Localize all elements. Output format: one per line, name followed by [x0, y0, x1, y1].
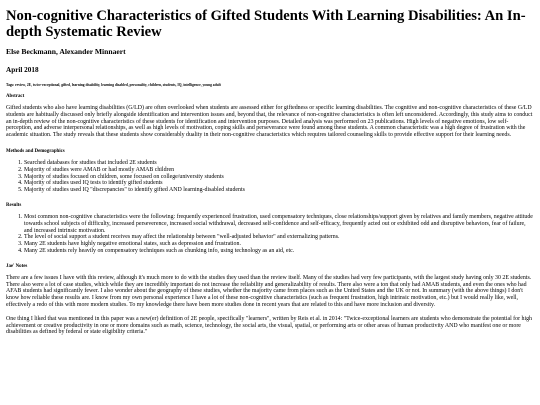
- list-item: 3. Many 2E students have highly negative emotional states, such as depression and frustration.: [24, 241, 534, 248]
- notes-heading: Jae' Notes: [6, 263, 28, 269]
- abstract-heading: Abstract: [6, 94, 25, 99]
- document-title: Non-cognitive Characteristics of Gifted Students With Learning Disabilities: An In-depth Systematic Review: [6, 8, 526, 40]
- list-item: 4. Many 2E students rely heavily on compensatory techniques such as chunking info, using technology as an aid, etc.: [24, 248, 534, 255]
- authors: Else Beckmann, Alexander Minnaert: [6, 47, 126, 56]
- abstract-text: Gifted students who also have learning disabilities (G/LD) are often overlooked when students are assessed either for giftedness or specific learning disabilities. The cognitive and non-cognitive characteristics of these G/LD students are habitually discussed only briefly alongside identification and intervention issues and, beyond that, the relevance of non-cognitive characteristics is often left unconsidered. Accordingly, this study aims to conduct an in-depth review of the non-cognitive characteristics of these students for identification and intervention purposes. Detailed analysis was performed on 23 publications. High levels of negative emotions, low self-perception, and adverse interpersonal relationships, as well as high levels of motivation, coping skills and perseverance were found among these students. A common characteristic was a high degree of frustration with the academic situation. The study reveals that these students show considerably duality in their non-cognitive characteristics which requires tailored counseling skills to provide effective support for their learning needs.: [6, 105, 533, 139]
- list-item: 2. Majority of studies were AMAB or had mostly AMAB children: [24, 167, 534, 174]
- list-item: 5. Majority of studies used IQ "discrepancies" to identify gifted AND learning-disabled students: [24, 187, 534, 194]
- methods-heading: Methods and Demographics: [6, 148, 65, 154]
- list-item: 3. Majority of studies focused on children, some focused on college/university students: [24, 174, 534, 181]
- publication-date: April 2018: [6, 66, 39, 74]
- list-item: 2. The level of social support a student receives may affect the relationship between "well-adjusted behavior" and externalizing patterns.: [24, 234, 534, 241]
- list-item: 1. Searched databases for studies that included 2E students: [24, 160, 534, 167]
- results-list: [6, 214, 534, 255]
- tags-line: Tags: review, 2E, twice-exceptional, gifted, learning disability, learning disabled, personality, children, students, IQ, intelligence, young adult: [6, 83, 221, 87]
- notes-paragraph: There are a few issues I have with this review, although it's much more to do with the studies they used than the review itself. Many of the studies had very few participants, with the largest study having only 30 2E students. There also were a lot of case studies, which while they are incredibly important do not increase the reliability and generalizability of results. There also were a ton that only had AMAB students, and even the ones who had AFAB students had significantly fewer. I also wonder about the geography of these studies, whether the majority came from places such as the United States and the UK or not. In summary (with the above things) I don't know how reliable these results are. I know from my own personal experience I have a lot of these non-cognitive characteristics (such as frequent frustration, high intrinsic motivation, etc.) but I would really like, well, effectively a redo of this with more modern studies. To my knowledge there have been more studies done in recent years that are related to this and have more inclusion and diversity.: [6, 274, 532, 308]
- list-item: 1. Most common non-cognitive characteristics were the following: frequently experienced frustration, used compensatory techniques, close relationships/support given by relatives and family members, negative attitude towards school subjects of difficulty, increased perseverence, increased social withdrawal, decreased self-confidence and self-efficacy, frequently acted out or exhibited odd and disruptive behaviors, fear of failure, and increased intrinsic motivation.: [24, 214, 534, 234]
- results-heading: Results: [6, 202, 22, 208]
- notes-paragraph: One thing I liked that was mentioned in this paper was a new(er) definition of 2E people, specifically "learners", written by Reis et al. in 2014: "Twice-exceptional learners are students who demonstrate the potential for high achievement or creative productivity in one or more domains such as math, science, technology, the social arts, the visual, spatial, or performing arts or other areas of human productivity AND who manifest one or more disabilities as defined by federal or state eligibility criteria.": [6, 315, 532, 336]
- list-item: 4. Majority of studies used IQ tests to identify gifted students: [24, 180, 534, 187]
- methods-list: [6, 160, 534, 194]
